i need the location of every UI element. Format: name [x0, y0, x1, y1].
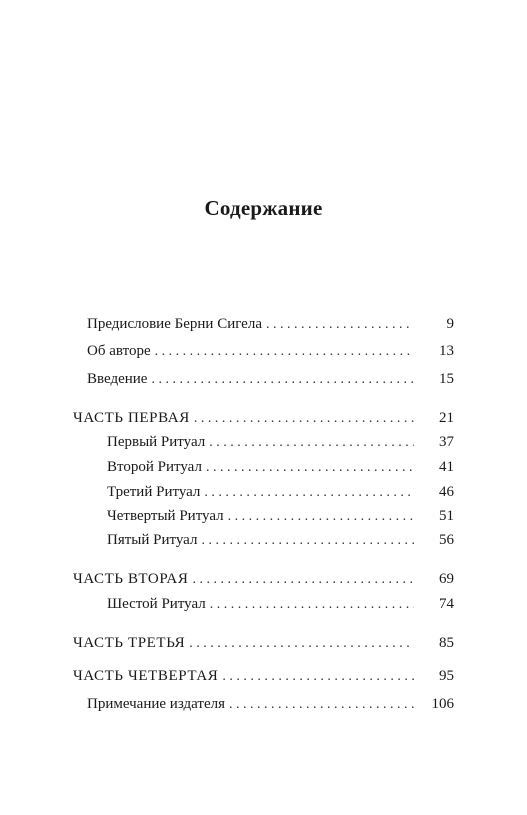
toc-entry-ritual-5[interactable] [107, 532, 454, 554]
toc-entry-label: Шестой Ритуал [107, 596, 206, 612]
toc-entry-ritual-2[interactable] [107, 459, 454, 481]
toc-entry-introduction[interactable] [87, 371, 454, 393]
dot-leader [189, 636, 414, 652]
page-title: Содержание [204, 196, 323, 220]
dot-leader [201, 533, 414, 549]
toc-entry-page: 106 [431, 696, 454, 712]
toc-entry-label: Пятый Ритуал [107, 532, 198, 548]
toc-entry-page: 51 [439, 508, 454, 524]
dot-leader [266, 317, 414, 333]
toc-entry-page: 9 [446, 316, 454, 332]
toc-entry-label: Четвертый Ритуал [107, 508, 224, 524]
toc-entry-label: Третий Ритуал [107, 484, 201, 500]
toc-entry-page: 46 [439, 484, 454, 500]
toc-entry-label: Второй Ритуал [107, 459, 202, 475]
toc-entry-about-author[interactable] [87, 343, 454, 365]
dot-leader [228, 509, 414, 525]
toc-entry-part-four[interactable] [73, 668, 454, 690]
dot-leader [209, 435, 414, 451]
toc-entry-label: Об авторе [87, 343, 151, 359]
toc-entry-label: ЧАСТЬ ЧЕТВЕРТАЯ [73, 668, 219, 684]
toc-entry-label: Примечание издателя [87, 696, 225, 712]
toc-entry-page: 69 [439, 571, 454, 587]
toc-entry-ritual-4[interactable] [107, 508, 454, 530]
toc-entry-page: 15 [439, 371, 454, 387]
dot-leader [151, 372, 414, 388]
toc-entry-label: ЧАСТЬ ВТОРАЯ [73, 571, 189, 587]
toc-entry-label: Первый Ритуал [107, 434, 206, 450]
toc-entry-part-three[interactable] [73, 635, 454, 657]
toc-entry-page: 13 [439, 343, 454, 359]
toc-entry-publisher-note[interactable] [87, 696, 454, 718]
dot-leader [206, 460, 414, 476]
toc-entry-part-two[interactable] [73, 571, 454, 593]
toc-entry-page: 74 [439, 596, 454, 612]
dot-leader [204, 485, 414, 501]
toc-entry-label: Предисловие Берни Сигела [87, 316, 262, 332]
toc-entry-label: ЧАСТЬ ТРЕТЬЯ [73, 635, 186, 651]
dot-leader [155, 344, 414, 360]
toc-entry-ritual-3[interactable] [107, 484, 454, 506]
dot-leader [222, 669, 414, 685]
toc-entry-page: 21 [439, 410, 454, 426]
dot-leader [210, 597, 414, 613]
toc-entry-foreword[interactable] [87, 316, 454, 338]
toc-entry-ritual-1[interactable] [107, 434, 454, 456]
dot-leader [194, 411, 414, 427]
toc-entry-page: 95 [439, 668, 454, 684]
dot-leader [192, 572, 414, 588]
toc-entry-part-one[interactable] [73, 410, 454, 432]
toc-entry-ritual-6[interactable] [107, 596, 454, 618]
toc-entry-page: 37 [439, 434, 454, 450]
toc-entry-page: 41 [439, 459, 454, 475]
toc-entry-label: Введение [87, 371, 148, 387]
toc-entry-label: ЧАСТЬ ПЕРВАЯ [73, 410, 190, 426]
dot-leader [229, 697, 414, 713]
toc-entry-page: 85 [439, 635, 454, 651]
toc-entry-page: 56 [439, 532, 454, 548]
